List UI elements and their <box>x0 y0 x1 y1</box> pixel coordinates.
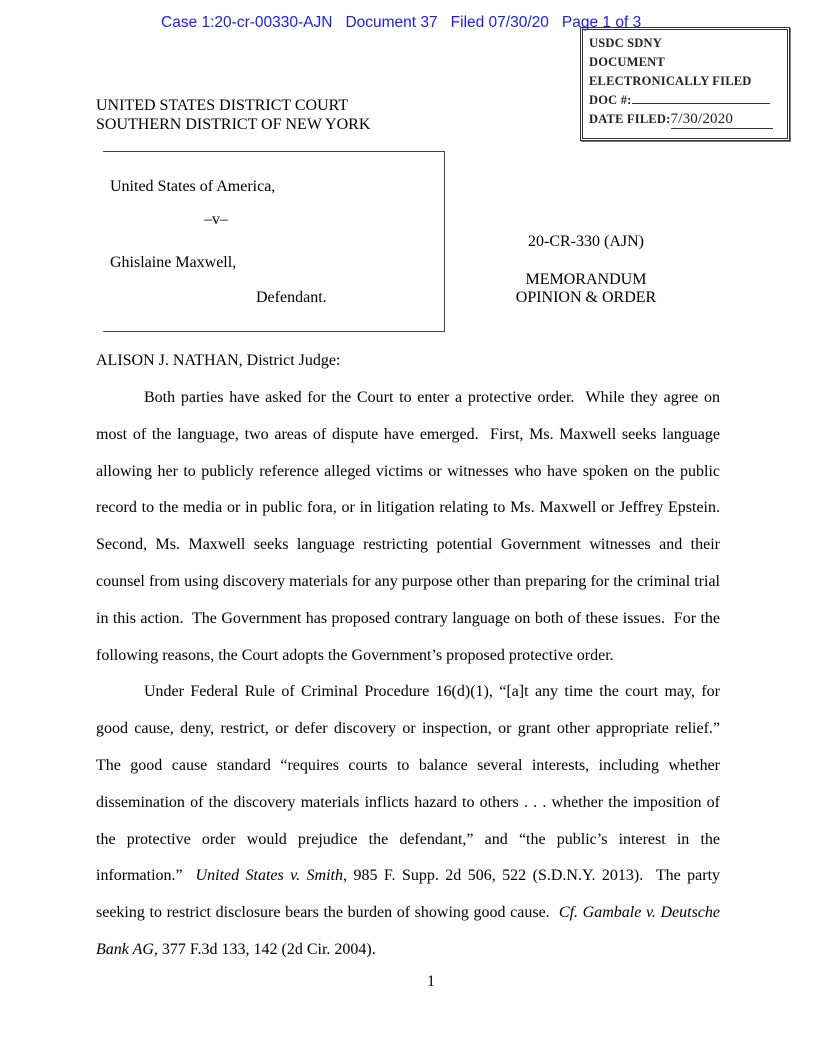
order-title-line2: OPINION & ORDER <box>515 289 657 306</box>
body-text: Under Federal Rule of Criminal Procedure 16(d)(1), “[a]t any time the court may, for <box>144 683 720 701</box>
body-line <box>96 647 720 665</box>
caption-side-rule <box>444 151 445 332</box>
body-line <box>96 426 720 444</box>
court-name-line2: SOUTHERN DISTRICT OF NEW YORK <box>96 116 371 133</box>
page-count: Page 1 of 3 <box>561 14 642 31</box>
order-title-line1: MEMORANDUM <box>525 271 647 288</box>
body-text: Both parties have asked for the Court to enter a protective order. While they agree on <box>144 389 720 406</box>
body-line <box>96 831 720 849</box>
court-name-line1: UNITED STATES DISTRICT COURT <box>96 97 349 114</box>
stamp-doc-number: DOC #: <box>589 93 770 108</box>
body-text: record to the media or in public fora, or in litigation relating to Ms. Maxwell or Jeffrey Epstein. <box>96 499 720 517</box>
caption-bottom-rule <box>103 331 445 332</box>
stamp-document: DOCUMENT <box>589 55 665 69</box>
case-citation: Bank AG <box>96 941 154 958</box>
body-text: good cause, deny, restrict, or defer discovery or inspection, or grant other appropriate relief.” <box>96 720 720 738</box>
stamp-date-filed: DATE FILED:7/30/2020 <box>589 111 773 129</box>
body-text: the protective order would prejudice the defendant,” and “the public’s interest in the <box>96 830 720 848</box>
page-number: 1 <box>427 973 435 990</box>
body-line <box>96 794 720 812</box>
case-citation: United States v. Smith <box>195 867 343 885</box>
versus: –v– <box>204 211 228 228</box>
body-line <box>144 389 720 407</box>
body-line <box>96 463 720 481</box>
body-text: most of the language, two areas of dispute have emerged. First, Ms. Maxwell seeks language <box>96 425 720 443</box>
body-text: , 985 F. Supp. 2d 506, 522 (S.D.N.Y. 2013). The party <box>343 867 721 885</box>
body-line <box>96 610 720 628</box>
stamp-court: USDC SDNY <box>589 36 662 50</box>
stamp-electronically-filed: ELECTRONICALLY FILED <box>589 74 752 88</box>
body-text: counsel from using discovery materials for any purpose other than preparing for the criminal trial <box>96 573 720 590</box>
plaintiff: United States of America, <box>110 178 276 195</box>
body-line <box>96 757 720 775</box>
body-line <box>144 683 720 701</box>
body-line <box>96 904 720 922</box>
body-text: The good cause standard “requires courts to balance several interests, including whether <box>96 757 720 774</box>
body-text: information.” <box>96 867 196 885</box>
defendant-label: Defendant. <box>256 289 327 306</box>
case-number: 20-CR-330 (AJN) <box>528 233 644 250</box>
body-text: following reasons, the Court adopts the Government’s proposed protective order. <box>96 646 614 664</box>
body-line <box>96 720 720 738</box>
stamp-date-value: 7/30/2020 <box>671 111 773 129</box>
filing-stamp <box>580 27 790 141</box>
body-line <box>96 941 720 959</box>
body-line <box>96 536 720 554</box>
body-text: seeking to restrict disclosure bears the burden of showing good cause. <box>96 904 559 922</box>
body-text: dissemination of the discovery materials inflicts hazard to others . . . whether the imposition of <box>96 793 720 811</box>
defendant-name: Ghislaine Maxwell, <box>110 254 237 271</box>
body-text: allowing her to publicly reference alleged victims or witnesses who have spoken on the public <box>96 462 720 480</box>
body-line <box>96 499 720 517</box>
judge-line: ALISON J. NATHAN, District Judge: <box>96 352 341 369</box>
case-citation: Cf. Gambale v. Deutsche <box>558 904 721 922</box>
body-text: in this action. The Government has proposed contrary language on both of these issues. For the <box>96 609 720 627</box>
case-number-link[interactable]: Case 1:20-cr-00330-AJN <box>161 14 333 31</box>
document-number: Document 37 <box>345 14 438 31</box>
body-text: , 377 F.3d 133, 142 (2d Cir. 2004). <box>153 941 376 958</box>
body-line <box>96 573 720 591</box>
body-line <box>96 867 720 885</box>
filed-date: Filed 07/30/20 <box>450 14 549 31</box>
body-text: Second, Ms. Maxwell seeks language restricting potential Government witnesses and their <box>96 536 720 554</box>
caption-top-rule <box>103 151 445 152</box>
